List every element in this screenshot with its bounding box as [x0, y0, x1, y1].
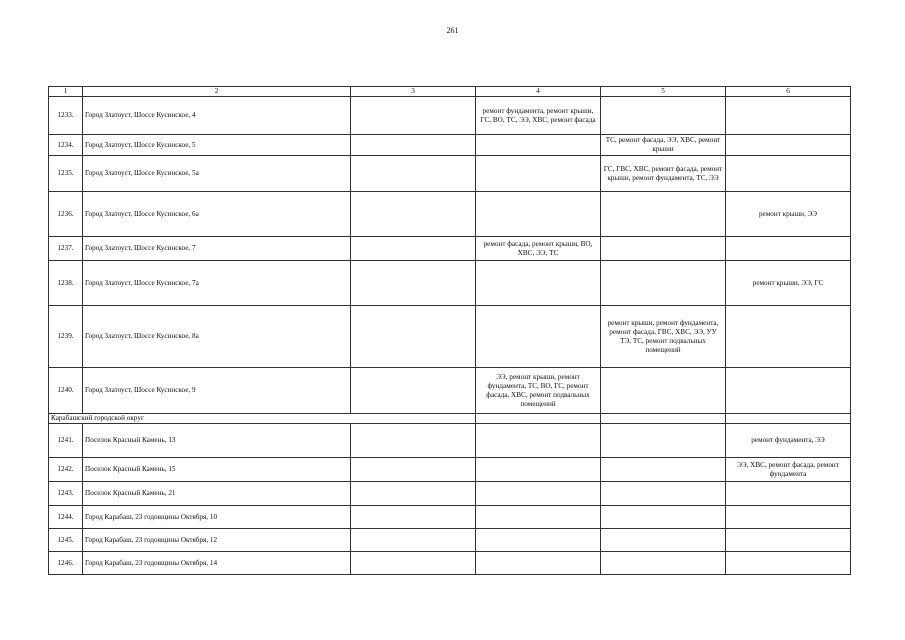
column-header: 5: [601, 87, 726, 97]
row-col4: [476, 506, 601, 529]
row-col4: [476, 424, 601, 458]
row-col3: [351, 458, 476, 482]
row-col6: [726, 306, 851, 368]
row-number: 1242.: [49, 458, 83, 482]
row-col6: [726, 237, 851, 261]
row-address: Поселок Красный Камень, 15: [83, 458, 351, 482]
table-row: [49, 237, 851, 261]
row-col6: [726, 368, 851, 414]
row-col3: [351, 156, 476, 192]
row-address: Город Златоуст, Шоссе Кусинское, 8а: [83, 306, 351, 368]
table-row: [49, 306, 851, 368]
row-col5: ТС, ремонт фасада, ЭЭ, ХВС, ремонт крыши: [601, 135, 726, 156]
table-row: [49, 458, 851, 482]
row-col4: [476, 192, 601, 237]
row-number: 1243.: [49, 482, 83, 506]
row-number: 1236.: [49, 192, 83, 237]
section-empty-cell: [601, 414, 726, 424]
section-empty-cell: [476, 414, 601, 424]
row-col5: [601, 261, 726, 306]
row-col4: ЭЭ, ремонт крыши, ремонт фундамента, ТС, ВО, ГС, ремонт фасада, ХВС, ремонт подвальных помещений: [476, 368, 601, 414]
table-row: [49, 482, 851, 506]
row-col3: [351, 529, 476, 552]
row-col3: [351, 368, 476, 414]
row-col3: [351, 237, 476, 261]
row-col3: [351, 261, 476, 306]
row-address: Город Карабаш, 23 годовщины Октября, 14: [83, 552, 351, 575]
column-header: 6: [726, 87, 851, 97]
row-col5: ГС, ГВС, ХВС, ремонт фасада, ремонт крыши, ремонт фундамента, ТС, ЭЭ: [601, 156, 726, 192]
row-address: Город Златоуст, Шоссе Кусинское, 7а: [83, 261, 351, 306]
row-col4: [476, 458, 601, 482]
row-address: Город Карабаш, 23 годовщины Октября, 10: [83, 506, 351, 529]
row-number: 1240.: [49, 368, 83, 414]
page-number: 261: [446, 26, 459, 35]
section-empty-cell: [726, 414, 851, 424]
row-col5: [601, 458, 726, 482]
row-col4: [476, 482, 601, 506]
row-col4: ремонт фасада, ремонт крыши, ВО, ХВС, ЭЭ, ТС: [476, 237, 601, 261]
row-col5: [601, 97, 726, 135]
column-header: 3: [351, 87, 476, 97]
row-number: 1238.: [49, 261, 83, 306]
row-address: Город Златоуст, Шоссе Кусинское, 7: [83, 237, 351, 261]
row-col4: ремонт фундамента, ремонт крыши, ГС, ВО, ТС, ЭЭ, ХВС, ремонт фасада: [476, 97, 601, 135]
column-header: 2: [83, 87, 351, 97]
row-col6: [726, 529, 851, 552]
table-row: [49, 529, 851, 552]
row-col6: [726, 135, 851, 156]
row-col5: [601, 552, 726, 575]
row-col6: ремонт крыши, ЭЭ, ГС: [726, 261, 851, 306]
row-col4: [476, 156, 601, 192]
row-col3: [351, 482, 476, 506]
row-number: 1239.: [49, 306, 83, 368]
row-col5: [601, 506, 726, 529]
table-row: [49, 261, 851, 306]
row-address: Город Златоуст, Шоссе Кусинское, 5а: [83, 156, 351, 192]
row-col3: [351, 135, 476, 156]
row-address: Поселок Красный Камень, 21: [83, 482, 351, 506]
row-col3: [351, 552, 476, 575]
row-col5: [601, 424, 726, 458]
row-number: 1244.: [49, 506, 83, 529]
repair-registry-table: [48, 86, 851, 575]
row-col5: [601, 529, 726, 552]
table-row: [49, 97, 851, 135]
column-header: 1: [49, 87, 83, 97]
section-row: [49, 414, 851, 424]
column-number-row: [49, 87, 851, 97]
row-col4: [476, 135, 601, 156]
row-col4: [476, 261, 601, 306]
table-row: [49, 424, 851, 458]
row-col3: [351, 97, 476, 135]
row-address: Город Златоуст, Шоссе Кусинское, 4: [83, 97, 351, 135]
row-col5: [601, 192, 726, 237]
table-row: [49, 506, 851, 529]
row-address: Город Златоуст, Шоссе Кусинское, 6а: [83, 192, 351, 237]
row-col4: [476, 552, 601, 575]
row-number: 1237.: [49, 237, 83, 261]
row-col3: [351, 506, 476, 529]
table-row: [49, 156, 851, 192]
row-address: Город Златоуст, Шоссе Кусинское, 5: [83, 135, 351, 156]
table-row: [49, 135, 851, 156]
row-number: 1246.: [49, 552, 83, 575]
row-address: Город Карабаш, 23 годовщины Октября, 12: [83, 529, 351, 552]
row-col5: [601, 237, 726, 261]
row-col5: [601, 368, 726, 414]
row-col3: [351, 192, 476, 237]
row-number: 1241.: [49, 424, 83, 458]
table-row: [49, 368, 851, 414]
row-col4: [476, 306, 601, 368]
row-col6: ЭЭ, ХВС, ремонт фасада, ремонт фундамента: [726, 458, 851, 482]
row-number: 1234.: [49, 135, 83, 156]
row-number: 1233.: [49, 97, 83, 135]
table-row: [49, 552, 851, 575]
column-header: 4: [476, 87, 601, 97]
row-col6: [726, 552, 851, 575]
row-col6: ремонт крыши, ЭЭ: [726, 192, 851, 237]
row-col6: [726, 97, 851, 135]
row-address: Поселок Красный Камень, 13: [83, 424, 351, 458]
table-row: [49, 192, 851, 237]
row-col5: [601, 482, 726, 506]
section-title: Карабашский городской округ: [49, 414, 476, 424]
row-address: Город Златоуст, Шоссе Кусинское, 9: [83, 368, 351, 414]
row-col4: [476, 529, 601, 552]
row-col6: [726, 482, 851, 506]
row-col3: [351, 306, 476, 368]
row-number: 1235.: [49, 156, 83, 192]
row-col6: ремонт фундамента, ЭЭ: [726, 424, 851, 458]
row-number: 1245.: [49, 529, 83, 552]
row-col6: [726, 506, 851, 529]
row-col3: [351, 424, 476, 458]
row-col5: ремонт крыши, ремонт фундамента, ремонт фасада, ГВС, ХВС, ЭЭ, УУ ТЭ, ТС, ремонт подвальных помещений: [601, 306, 726, 368]
row-col6: [726, 156, 851, 192]
